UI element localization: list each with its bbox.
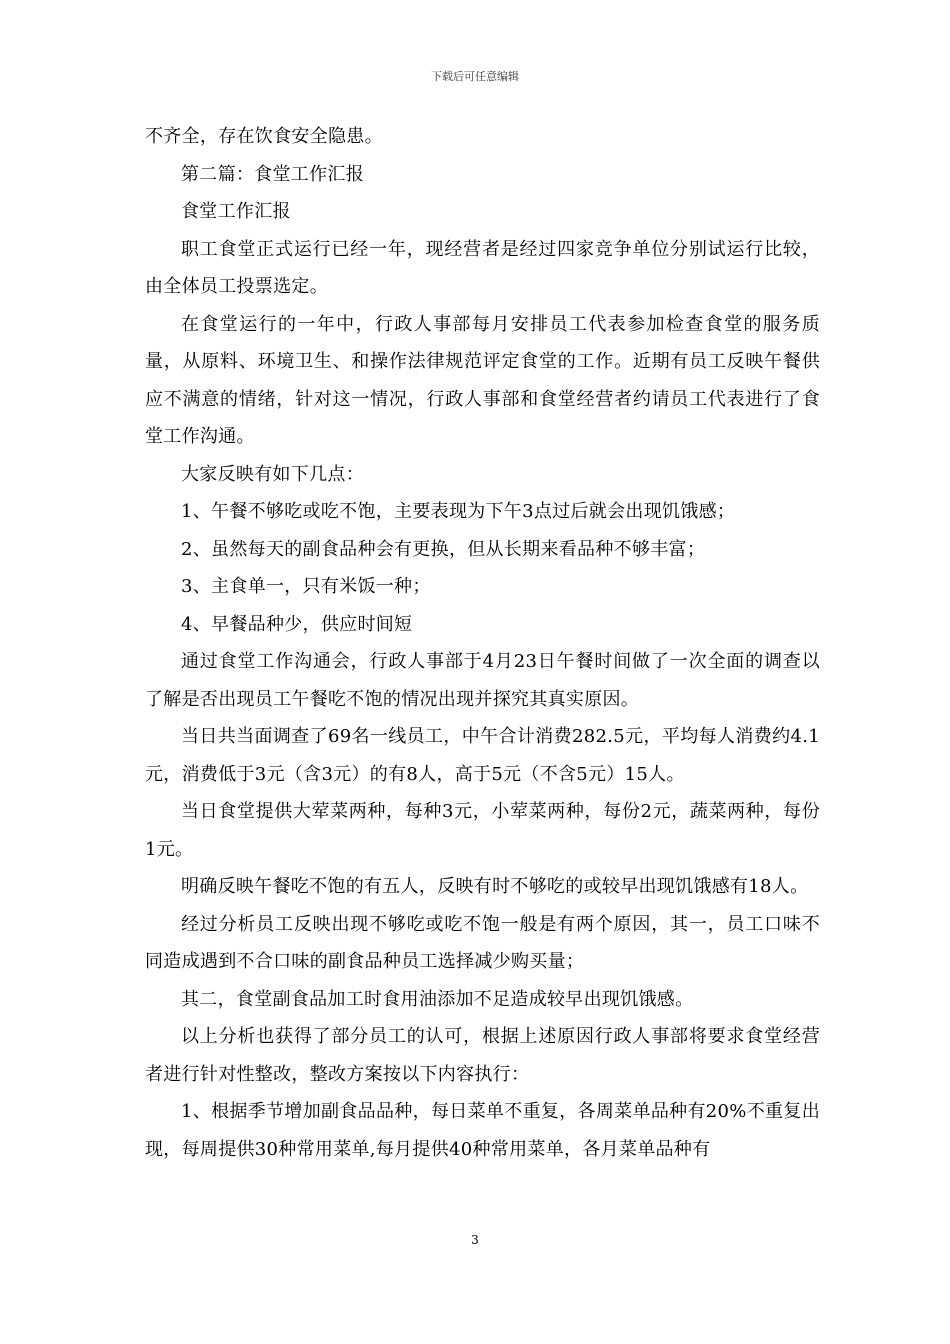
paragraph: 其二，食堂副食品加工时食用油添加不足造成较早出现饥饿感。 (181, 988, 694, 1010)
page-header: 下载后可任意编辑 (431, 70, 519, 83)
list-item: 1、根据季节增加副食品品种，每日菜单不重复，各周菜单品种有20%不重复出现，每周提供30种常用菜单,每月提供40种常用菜单，各月菜单品种有 (145, 1101, 820, 1160)
paragraph: 当日共当面调查了69名一线员工，中午合计消费282.5元，平均每人消费约4.1元，消费低于3元（含3元）的有8人，高于5元（不含5元）15人。 (145, 726, 820, 785)
paragraph: 以上分析也获得了部分员工的认可，根据上述原因行政人事部将要求食堂经营者进行针对性整改，整改方案按以下内容执行： (145, 1026, 820, 1085)
section-heading: 第二篇：食堂工作汇报 (181, 163, 364, 185)
paragraph: 大家反映有如下几点： (181, 463, 364, 485)
list-item: 3、主食单一，只有米饭一种； (181, 576, 431, 597)
paragraph: 明确反映午餐吃不饱的有五人，反映有时不够吃的或较早出现饥饿感有18人。 (181, 876, 809, 897)
section-title: 食堂工作汇报 (181, 201, 291, 222)
page-number: 3 (471, 1233, 479, 1247)
list-item: 1、午餐不够吃或吃不饱，主要表现为下午3点过后就会出现饥饿感； (181, 501, 736, 522)
paragraph: 不齐全，存在饮食安全隐患。 (145, 126, 383, 147)
paragraph: 经过分析员工反映出现不够吃或吃不饱一般是有两个原因，其一，员工口味不同造成遇到不合口味的副食品种员工选择减少购买量； (145, 913, 820, 972)
paragraph: 当日食堂提供大荤菜两种，每种3元，小荤菜两种，每份2元，蔬菜两种，每份1元。 (145, 801, 820, 860)
paragraph: 职工食堂正式运行已经一年，现经营者是经过四家竞争单位分别试运行比较，由全体员工投票选定。 (145, 238, 820, 297)
document-body (145, 118, 820, 1168)
paragraph: 通过食堂工作沟通会，行政人事部于4月23日午餐时间做了一次全面的调查以了解是否出现员工午餐吃不饱的情况出现并探究其真实原因。 (145, 651, 820, 710)
paragraph: 在食堂运行的一年中，行政人事部每月安排员工代表参加检查食堂的服务质量，从原料、环境卫生、和操作法律规范评定食堂的工作。近期有员工反映午餐供应不满意的情绪，针对这一情况，行政人事部和食堂经营者约请员工代表进行了食堂工作沟通。 (145, 313, 820, 447)
list-item: 4、早餐品种少，供应时间短 (181, 613, 413, 635)
list-item: 2、虽然每天的副食品种会有更换，但从长期来看品种不够丰富； (181, 538, 706, 560)
